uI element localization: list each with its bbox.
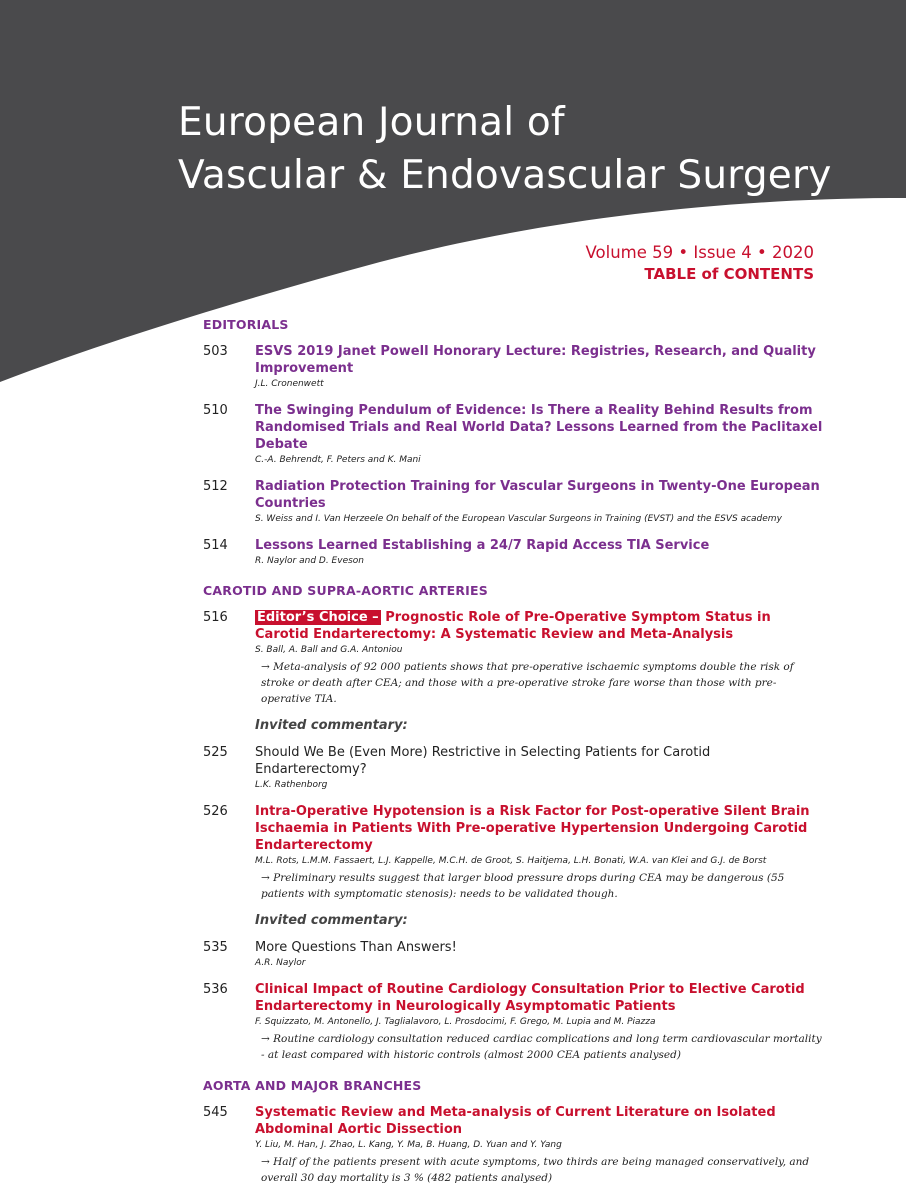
article-title[interactable]: Lessons Learned Establishing a 24/7 Rapid Access TIA Service <box>255 538 710 553</box>
page-number: 516 <box>203 610 228 625</box>
article-title[interactable] <box>255 609 823 643</box>
section-heading-carotid: CAROTID AND SUPRA-AORTIC ARTERIES <box>203 583 488 598</box>
article-authors: M.L. Rots, L.M.M. Fassaert, L.J. Kappelle, M.C.H. de Groot, S. Haitjema, L.H. Bonati, W.A. van Klei and G.J. de Borst <box>255 856 767 866</box>
toc-entry[interactable] <box>203 744 823 792</box>
page-number: 512 <box>203 479 228 494</box>
article-summary: → Half of the patients present with acute symptoms, two thirds are being managed conservatively, and overall 30 day mortality is 3 % (482 patients analysed) <box>261 1156 810 1184</box>
article-authors: C.-A. Behrendt, F. Peters and K. Mani <box>255 455 421 465</box>
article-title[interactable]: The Swinging Pendulum of Evidence: Is There a Reality Behind Results from Randomised Trials and Real World Data? Lessons Learned from the Paclitaxel Debate <box>255 403 823 452</box>
toc-entry[interactable] <box>203 981 823 1063</box>
article-title[interactable]: Intra-Operative Hypotension is a Risk Factor for Post-operative Silent Brain Ischaemia in Patients With Pre-operative Hypertension Undergoing Carotid Endarterectomy <box>255 804 810 853</box>
toc-entry[interactable] <box>203 478 823 526</box>
journal-title <box>178 96 832 202</box>
article-title[interactable]: More Questions Than Answers! <box>255 940 457 955</box>
editors-choice-badge: Editor’s Choice – <box>257 610 379 625</box>
article-authors: S. Weiss and I. Van Herzeele On behalf of the European Vascular Surgeons in Training (EVST) and the ESVS academy <box>255 514 782 524</box>
toc-entry[interactable] <box>203 1104 823 1186</box>
toc-entry[interactable] <box>203 537 823 568</box>
article-authors: J.L. Cronenwett <box>255 379 324 389</box>
page-number: 525 <box>203 745 228 760</box>
article-summary: → Meta-analysis of 92 000 patients shows that pre-operative ischaemic symptoms double the risk of stroke or death after CEA; and those with a pre-operative stroke fare worse than those with pre-operative TIA. <box>261 661 794 705</box>
page-number: 526 <box>203 804 228 819</box>
article-authors: L.K. Rathenborg <box>255 780 328 790</box>
page-number: 536 <box>203 982 228 997</box>
article-title[interactable]: Clinical Impact of Routine Cardiology Consultation Prior to Elective Carotid Endarterectomy in Neurologically Asymptomatic Patients <box>255 982 805 1014</box>
journal-title-line1: European Journal of <box>178 100 565 145</box>
page-number: 514 <box>203 538 228 553</box>
article-authors: S. Ball, A. Ball and G.A. Antoniou <box>255 645 403 655</box>
article-authors: F. Squizzato, M. Antonello, J. Taglialavoro, L. Prosdocimi, F. Grego, M. Lupia and M. Piazza <box>255 1017 656 1027</box>
section-heading-aorta: AORTA AND MAJOR BRANCHES <box>203 1078 422 1093</box>
table-of-contents-label: TABLE of CONTENTS <box>644 265 814 283</box>
invited-commentary-label: Invited commentary: <box>255 913 408 928</box>
toc-entry[interactable] <box>203 803 823 902</box>
article-authors: Y. Liu, M. Han, J. Zhao, L. Kang, Y. Ma, B. Huang, D. Yuan and Y. Yang <box>255 1140 562 1150</box>
page-number: 545 <box>203 1105 228 1120</box>
page-number: 503 <box>203 344 228 359</box>
toc-entry[interactable] <box>203 939 823 970</box>
article-authors: A.R. Naylor <box>255 958 306 968</box>
toc-entry[interactable] <box>203 402 823 467</box>
article-title[interactable]: Systematic Review and Meta-analysis of Current Literature on Isolated Abdominal Aortic Dissection <box>255 1105 776 1137</box>
toc-entry[interactable] <box>203 609 823 707</box>
page-number: 510 <box>203 403 228 418</box>
invited-commentary-label: Invited commentary: <box>255 718 408 733</box>
article-title[interactable]: Should We Be (Even More) Restrictive in Selecting Patients for Carotid Endarterectomy? <box>255 745 711 777</box>
article-summary: → Routine cardiology consultation reduced cardiac complications and long term cardiovascular mortality - at least compared with historic controls (almost 2000 CEA patients analysed) <box>261 1033 822 1061</box>
section-heading-editorials: EDITORIALS <box>203 317 289 332</box>
article-title-text: Prognostic Role of Pre-Operative Symptom Status in Carotid Endarterectomy: A Systematic Review and Meta-Analysis <box>255 610 771 642</box>
page-number: 535 <box>203 940 228 955</box>
toc-content <box>203 317 823 1197</box>
journal-title-line2: Vascular & Endovascular Surgery <box>178 153 832 198</box>
article-authors: R. Naylor and D. Eveson <box>255 556 365 566</box>
toc-entry[interactable] <box>203 343 823 391</box>
article-title[interactable]: ESVS 2019 Janet Powell Honorary Lecture: Registries, Research, and Quality Improvement <box>255 344 816 376</box>
article-title[interactable]: Radiation Protection Training for Vascular Surgeons in Twenty-One European Countries <box>255 479 820 511</box>
volume-issue-line: Volume 59 • Issue 4 • 2020 <box>585 243 814 262</box>
article-summary: → Preliminary results suggest that larger blood pressure drops during CEA may be dangerous (55 patients with symptomatic stenosis): needs to be validated though. <box>261 872 785 900</box>
